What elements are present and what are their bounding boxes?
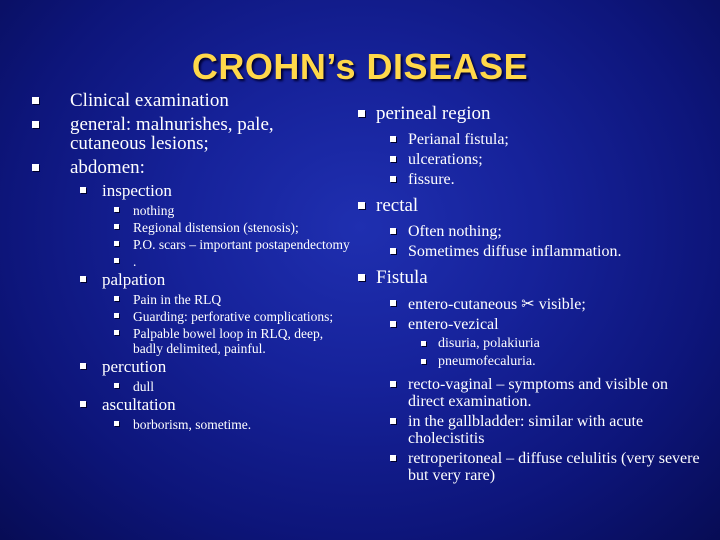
fistula-entero-cutaneous bbox=[408, 295, 708, 313]
list-item bbox=[358, 196, 708, 215]
bullet-icon bbox=[80, 401, 86, 407]
list-item bbox=[32, 309, 352, 324]
bullet-icon bbox=[390, 136, 396, 142]
rectal-item: Sometimes diffuse inflammation. bbox=[408, 243, 622, 260]
list-item bbox=[32, 220, 352, 235]
visible-label: visible; bbox=[538, 296, 586, 313]
bullet-icon bbox=[390, 381, 396, 387]
inspection-item: Regional distension (stenosis); bbox=[133, 220, 299, 235]
scissors-icon: ✂ bbox=[521, 294, 535, 313]
bullet-icon bbox=[358, 202, 365, 209]
vezical-item: pneumofecaluria. bbox=[438, 354, 536, 369]
list-item bbox=[32, 237, 352, 252]
list-item bbox=[358, 295, 708, 313]
entero-cutaneous-label: entero-cutaneous bbox=[408, 296, 518, 313]
bullet-icon bbox=[80, 187, 86, 193]
left-column bbox=[32, 91, 352, 434]
bullet-icon bbox=[114, 313, 119, 318]
bullet-icon bbox=[80, 276, 86, 282]
list-item bbox=[358, 151, 708, 168]
list-item bbox=[358, 376, 708, 410]
palpation-item: Guarding: perforative complications; bbox=[133, 309, 334, 324]
bullet-icon bbox=[32, 121, 39, 128]
bullet-icon bbox=[114, 296, 119, 301]
perineal-item: fissure. bbox=[408, 171, 455, 188]
bullet-icon bbox=[114, 383, 119, 388]
abdomen-heading: abdomen: bbox=[70, 157, 145, 178]
bullet-icon bbox=[358, 110, 365, 117]
general-finding: general: malnurishes, pale, cutaneous lesions; bbox=[70, 114, 274, 154]
rectal-item: Often nothing; bbox=[408, 223, 502, 240]
list-item bbox=[32, 417, 352, 432]
palpation-item: Palpable bowel loop in RLQ, deep, badly delimited, painful. bbox=[133, 326, 324, 356]
bullet-icon bbox=[390, 176, 396, 182]
right-column bbox=[358, 104, 708, 487]
bullet-icon bbox=[390, 248, 396, 254]
list-item bbox=[358, 131, 708, 148]
list-item bbox=[32, 91, 352, 110]
list-item bbox=[32, 115, 352, 153]
list-item bbox=[32, 203, 352, 218]
bullet-icon bbox=[80, 363, 86, 369]
rectal-heading: rectal bbox=[376, 195, 419, 216]
inspection-item: P.O. scars – important postapendectomy bbox=[133, 237, 350, 252]
list-item bbox=[32, 326, 352, 356]
perineal-item: ulcerations; bbox=[408, 151, 483, 168]
perineal-heading: perineal region bbox=[376, 103, 491, 124]
percution-item: dull bbox=[133, 379, 155, 394]
list-item bbox=[32, 358, 352, 375]
bullet-icon bbox=[390, 156, 396, 162]
slide-title: CROHN’s DISEASE bbox=[191, 46, 529, 87]
bullet-icon bbox=[390, 300, 396, 306]
bullet-icon bbox=[114, 330, 119, 335]
list-item bbox=[32, 379, 352, 394]
list-item bbox=[358, 316, 708, 333]
list-item bbox=[32, 271, 352, 288]
list-item bbox=[358, 450, 708, 484]
bullet-icon bbox=[114, 207, 119, 212]
list-item bbox=[358, 336, 708, 352]
list-item bbox=[358, 354, 708, 370]
bullet-icon bbox=[390, 228, 396, 234]
fistula-entero-vezical: entero-vezical bbox=[408, 316, 499, 333]
list-item bbox=[358, 413, 708, 447]
inspection-heading: inspection bbox=[102, 181, 172, 200]
list-item bbox=[358, 243, 708, 260]
perineal-item: Perianal fistula; bbox=[408, 131, 509, 148]
fistula-item: in the gallbladder: similar with acute cholecistitis bbox=[408, 413, 644, 447]
fistula-heading: Fistula bbox=[376, 267, 428, 288]
list-item bbox=[358, 223, 708, 240]
list-item bbox=[32, 396, 352, 413]
bullet-icon bbox=[32, 164, 39, 171]
bullet-icon bbox=[32, 97, 39, 104]
palpation-item: Pain in the RLQ bbox=[133, 292, 222, 307]
bullet-icon bbox=[114, 421, 119, 426]
percution-heading: percution bbox=[102, 357, 167, 376]
palpation-heading: palpation bbox=[102, 270, 166, 289]
bullet-icon bbox=[114, 241, 119, 246]
list-item bbox=[32, 292, 352, 307]
list-item bbox=[32, 254, 352, 269]
fistula-item: retroperitoneal – diffuse celulitis (very severe but very rare) bbox=[408, 450, 700, 484]
list-item bbox=[358, 268, 708, 287]
inspection-item: nothing bbox=[133, 203, 175, 218]
inspection-item: . bbox=[133, 254, 137, 269]
clinical-examination-heading: Clinical examination bbox=[70, 90, 229, 111]
bullet-icon bbox=[390, 455, 396, 461]
bullet-icon bbox=[390, 321, 396, 327]
bullet-icon bbox=[421, 359, 426, 364]
ascultation-item: borborism, sometime. bbox=[133, 417, 252, 432]
vezical-item: disuria, polakiuria bbox=[438, 336, 540, 351]
ascultation-heading: ascultation bbox=[102, 395, 176, 414]
list-item bbox=[32, 182, 352, 199]
list-item bbox=[358, 104, 708, 123]
bullet-icon bbox=[390, 418, 396, 424]
bullet-icon bbox=[358, 274, 365, 281]
fistula-item: recto-vaginal – symptoms and visible on direct examination. bbox=[408, 376, 668, 410]
list-item bbox=[358, 171, 708, 188]
bullet-icon bbox=[114, 224, 119, 229]
bullet-icon bbox=[114, 258, 119, 263]
bullet-icon bbox=[421, 341, 426, 346]
list-item bbox=[32, 158, 352, 177]
